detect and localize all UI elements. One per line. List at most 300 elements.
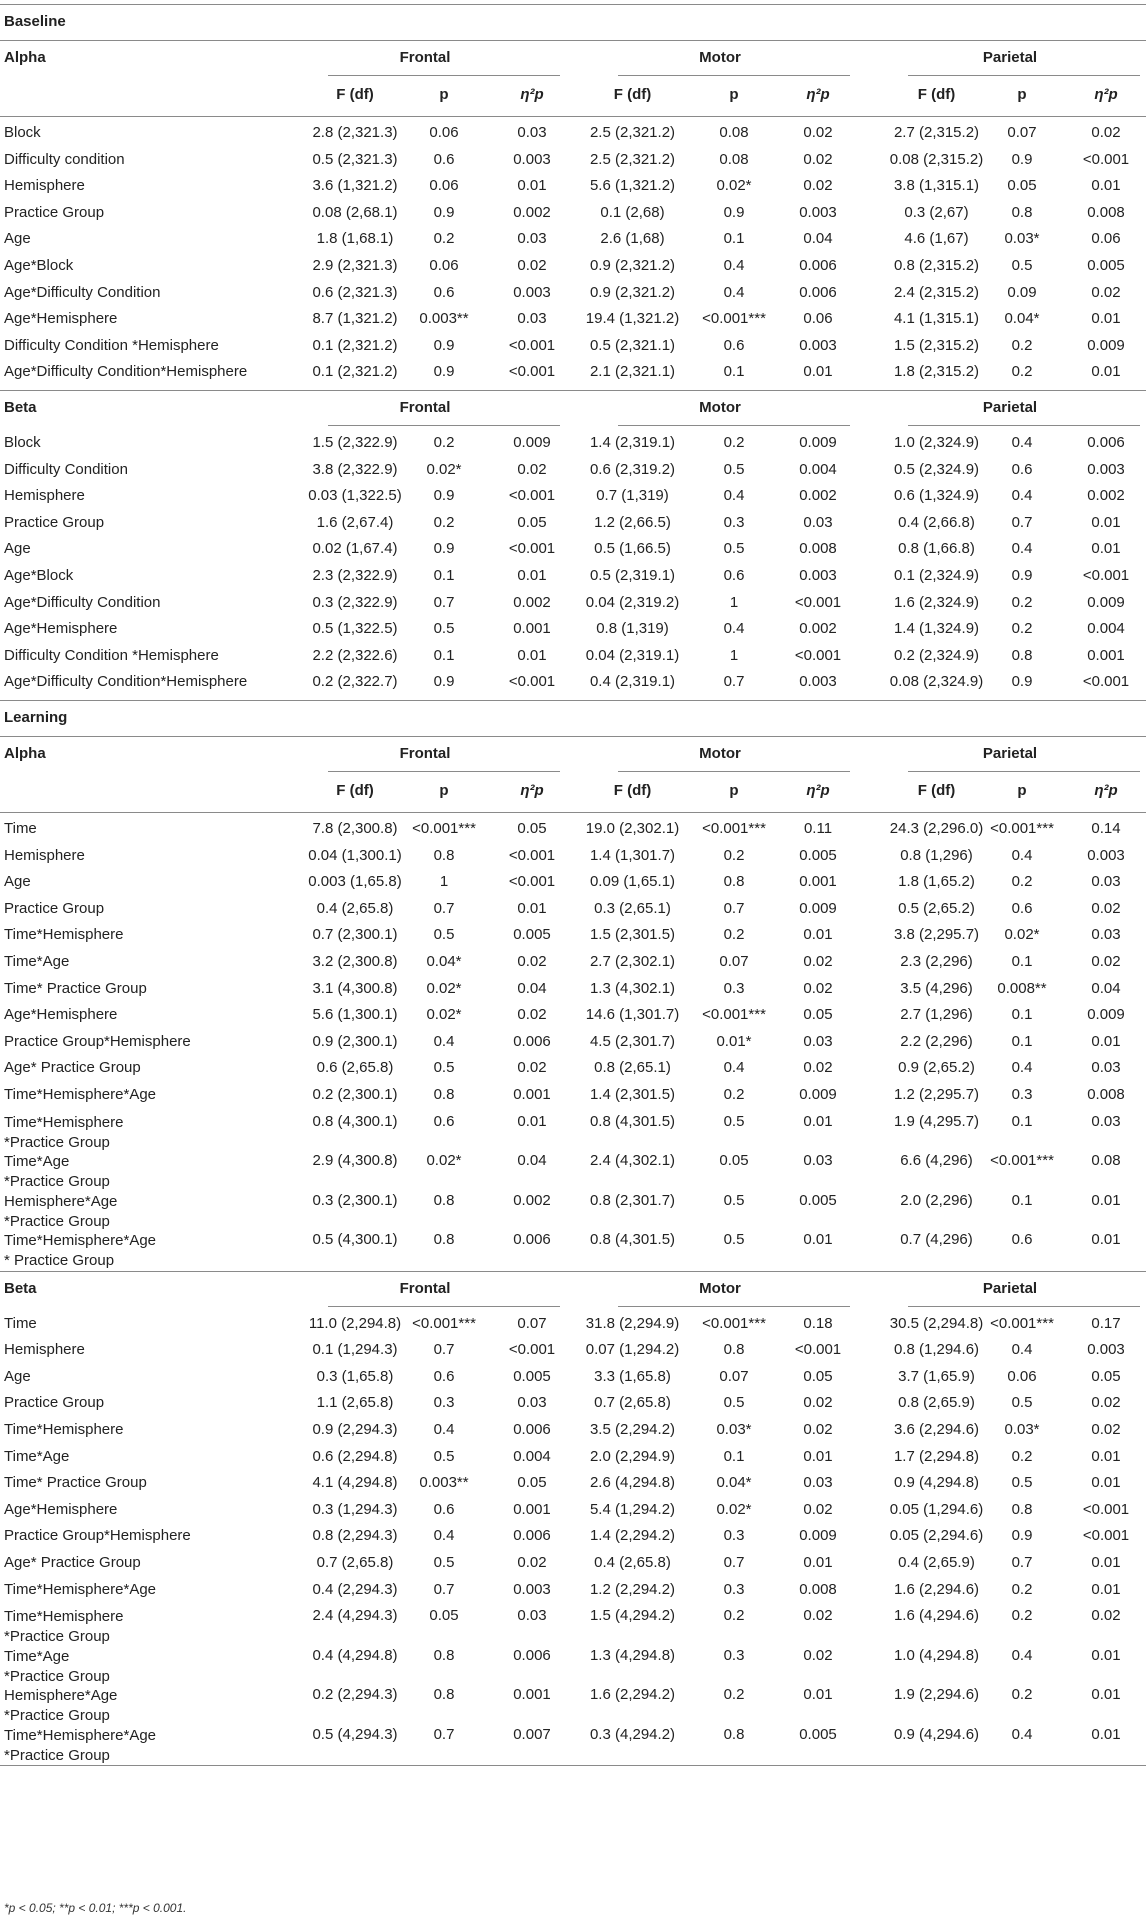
table-row <box>0 1055 1146 1082</box>
table-cell: 0.04 (2,319.1) <box>585 646 680 664</box>
group-header-frontal: Frontal <box>399 49 451 66</box>
row-label-line1: Time* Practice Group <box>4 979 147 997</box>
col-header-fdf: F (df) <box>917 782 956 799</box>
table-cell: 0.02 <box>803 953 833 970</box>
table-cell: 0.6 (2,65.8) <box>316 1059 394 1077</box>
col-header-fdf: F (df) <box>613 782 652 799</box>
table-cell: 0.4 <box>433 1527 455 1545</box>
table-cell: 4.5 (2,301.7) <box>589 1032 676 1050</box>
table-cell: 0.6 <box>723 336 745 354</box>
row-label <box>4 510 104 536</box>
row-label-line1: Practice Group <box>4 203 105 221</box>
group-header-parietal: Parietal <box>982 745 1038 762</box>
table-cell: 0.2 <box>1011 1607 1033 1625</box>
table-cell: 0.03 <box>803 513 833 531</box>
rule-line <box>0 4 1146 5</box>
table-row <box>0 1029 1146 1056</box>
table-cell: 4.1 (4,294.8) <box>312 1474 398 1492</box>
table-cell: 0.02 <box>803 1500 833 1518</box>
table-cell: 0.004 <box>799 460 837 478</box>
table-cell: <0.001 <box>508 336 556 354</box>
table-cell: 0.01 <box>517 899 547 917</box>
table-row <box>0 1337 1146 1364</box>
row-label-line2: *Practice Group <box>4 1746 110 1764</box>
rule-line <box>908 1306 1140 1307</box>
table-cell: 0.4 <box>723 487 745 505</box>
table-cell: 1.8 (1,65.2) <box>898 873 975 891</box>
table-cell: 0.01 <box>1091 1231 1121 1249</box>
table-cell: 0.9 <box>433 487 455 505</box>
table-cell: 0.7 <box>433 1341 455 1359</box>
group-header-parietal: Parietal <box>982 399 1038 416</box>
table-cell: 0.03* <box>716 1421 752 1438</box>
table-cell: 0.5 <box>433 1447 455 1465</box>
table-cell: 0.5 <box>433 1554 455 1571</box>
table-cell: 0.8 <box>723 873 745 891</box>
rule-line <box>0 390 1146 391</box>
table-cell: 0.009 <box>513 434 551 451</box>
table-cell: 0.2 (2,322.7) <box>312 673 398 691</box>
table-cell: 0.05 <box>517 820 547 837</box>
table-cell: 1.4 (2,294.2) <box>589 1527 676 1545</box>
table-cell: 1.6 (2,324.9) <box>893 593 980 611</box>
table-cell: 0.3 (1,294.3) <box>312 1500 398 1518</box>
table-cell: 0.008 <box>1087 203 1125 221</box>
table-cell: 1.8 (1,68.1) <box>316 230 394 248</box>
table-cell: 0.01 <box>803 1554 833 1571</box>
row-label <box>4 536 31 562</box>
table-cell: <0.001 <box>1082 567 1130 584</box>
table-cell: 1.6 (2,294.6) <box>893 1580 980 1598</box>
table-cell: 0.005 <box>799 1191 837 1209</box>
table-row <box>0 253 1146 280</box>
table-cell: 0.01 <box>1091 1474 1121 1492</box>
row-label <box>4 1647 110 1687</box>
row-label <box>4 1523 191 1549</box>
table-cell: 0.8 <box>433 1191 455 1209</box>
table-cell: 0.01 <box>1091 1032 1121 1050</box>
row-label-line1: Age*Hemisphere <box>4 1006 118 1024</box>
table-cell: 0.7 <box>1011 1554 1033 1571</box>
row-label-line1: Difficulty condition <box>4 150 125 168</box>
table-cell: 0.02 <box>1091 1607 1121 1625</box>
table-cell: 0.01* <box>716 1032 752 1050</box>
table-cell: 0.06 <box>1091 230 1121 248</box>
table-row <box>0 1148 1146 1191</box>
table-cell: 2.3 (2,296) <box>900 953 973 970</box>
row-label-line1: Time*Hemisphere*Age <box>4 1232 157 1250</box>
table-cell: 0.7 (2,300.1) <box>312 926 398 944</box>
table-cell: <0.001 <box>1082 673 1130 691</box>
table-cell: 0.07 <box>719 1367 749 1385</box>
table-row <box>0 643 1146 670</box>
table-cell: 0.4 (2,65.9) <box>898 1554 975 1571</box>
table-cell: 2.3 (2,322.9) <box>312 567 398 584</box>
table-cell: 0.003 <box>799 336 837 354</box>
table-cell: 0.003 <box>1087 846 1125 864</box>
table-cell: 0.6 <box>433 1367 455 1385</box>
table-cell: 0.002 <box>799 487 837 505</box>
table-cell: 0.5 <box>433 926 455 944</box>
rule-line <box>328 75 560 76</box>
row-label-line2: *Practice Group <box>4 1133 110 1151</box>
table-cell: 0.9 (2,300.1) <box>312 1032 398 1050</box>
table-cell: 0.2 <box>433 230 455 248</box>
table-cell: 0.03 <box>1091 1112 1121 1130</box>
group-header-frontal: Frontal <box>399 1279 451 1297</box>
table-cell: 0.01 <box>1091 1554 1121 1571</box>
row-label-line1: Age*Difficulty Condition <box>4 283 161 301</box>
table-cell: 0.5 (2,65.2) <box>898 899 975 917</box>
table-cell: 0.3 <box>723 1580 745 1598</box>
table-cell: 0.03 <box>1091 873 1121 891</box>
row-label <box>4 869 31 895</box>
table-row <box>0 922 1146 949</box>
rule-line <box>0 700 1146 701</box>
table-cell: 0.03 <box>517 230 547 248</box>
table-cell: 0.008 <box>1087 1086 1125 1103</box>
table-cell: <0.001*** <box>990 1314 1054 1332</box>
table-cell: 0.01 <box>803 1686 833 1704</box>
col-header-eta: η²p <box>1094 782 1118 799</box>
table-cell: 2.8 (2,321.3) <box>312 124 398 141</box>
group-header-parietal: Parietal <box>982 1279 1038 1297</box>
table-cell: 0.02 <box>517 953 547 970</box>
band-label: Alpha <box>4 49 46 66</box>
row-label-line1: Difficulty Condition <box>4 460 128 478</box>
table-cell: 0.5 (4,300.1) <box>312 1231 398 1249</box>
row-label <box>4 976 147 1002</box>
section-title: Learning <box>4 709 68 726</box>
table-cell: 0.003** <box>419 310 469 328</box>
row-label <box>4 430 41 456</box>
table-cell: 0.02* <box>1004 926 1040 944</box>
table-cell: 0.08 <box>1091 1152 1121 1170</box>
table-cell: 0.006 <box>513 1527 551 1545</box>
table-cell: 7.8 (2,300.8) <box>312 820 398 837</box>
table-cell: 0.9 <box>1011 567 1033 584</box>
table-cell: 0.8 (2,65.9) <box>898 1394 975 1412</box>
table-cell: 0.8 <box>433 846 455 864</box>
row-label <box>4 147 125 173</box>
table-cell: 0.02 <box>803 124 833 141</box>
row-label <box>4 563 73 589</box>
table-cell: 2.9 (2,321.3) <box>312 257 398 274</box>
table-row <box>0 457 1146 484</box>
table-cell: 0.4 (2,65.8) <box>594 1554 671 1571</box>
table-cell: 0.5 (2,324.9) <box>893 460 980 478</box>
row-label <box>4 1726 156 1766</box>
group-header-frontal: Frontal <box>399 399 451 416</box>
table-row <box>0 306 1146 333</box>
table-cell: 1.1 (2,65.8) <box>316 1394 394 1412</box>
table-row <box>0 1497 1146 1524</box>
row-label-line1: Practice Group <box>4 1394 105 1412</box>
table-row <box>0 816 1146 843</box>
table-cell: 2.7 (2,302.1) <box>589 953 676 970</box>
table-cell: 0.08 (2,68.1) <box>312 203 398 221</box>
table-cell: 0.01 <box>1091 1646 1121 1664</box>
table-cell: 0.05 <box>429 1607 459 1625</box>
table-row <box>0 359 1146 386</box>
table-cell: 1.4 (1,301.7) <box>589 846 676 864</box>
table-cell: 0.02* <box>716 177 752 195</box>
table-row <box>0 1603 1146 1646</box>
table-cell: 0.7 <box>723 899 745 917</box>
table-cell: 3.8 (1,315.1) <box>893 177 980 195</box>
table-row <box>0 483 1146 510</box>
table-cell: 0.4 (2,294.3) <box>312 1580 398 1598</box>
table-cell: 3.5 (2,294.2) <box>589 1421 676 1438</box>
row-label-line1: Time <box>4 1314 37 1332</box>
table-cell: 0.2 <box>1011 873 1033 891</box>
table-row <box>0 1444 1146 1471</box>
table-cell: 2.6 (4,294.8) <box>589 1474 676 1492</box>
row-label-line1: Age* Practice Group <box>4 1554 141 1571</box>
table-cell: 0.4 (2,66.8) <box>898 513 975 531</box>
table-cell: 1 <box>729 646 739 664</box>
table-cell: 0.04 (1,300.1) <box>308 846 402 864</box>
table-cell: 8.7 (1,321.2) <box>312 310 398 328</box>
col-header-fdf: F (df) <box>336 86 374 103</box>
table-cell: 0.6 <box>433 1500 455 1518</box>
table-cell: 0.01 <box>1091 363 1121 381</box>
table-cell: 0.8 (4,301.5) <box>589 1112 676 1130</box>
table-row <box>0 333 1146 360</box>
col-header-eta: η²p <box>520 782 544 799</box>
table-row <box>0 1311 1146 1338</box>
table-cell: 0.04* <box>716 1474 752 1492</box>
row-label <box>4 1192 117 1232</box>
table-cell: 0.8 <box>1011 646 1033 664</box>
table-cell: 0.4 <box>1011 540 1033 558</box>
row-label-line1: Age*Difficulty Condition <box>4 593 161 611</box>
table-cell: 0.7 <box>723 673 745 691</box>
table-cell: <0.001 <box>508 673 556 691</box>
table-cell: 31.8 (2,294.9) <box>585 1314 680 1332</box>
table-cell: 0.8 (1,319) <box>596 620 669 638</box>
row-label-line1: Age*Block <box>4 567 74 584</box>
table-row <box>0 147 1146 174</box>
table-cell: 2.9 (4,300.8) <box>312 1152 398 1170</box>
row-label-line1: Time*Age <box>4 1647 70 1665</box>
table-cell: 0.01 <box>517 567 547 584</box>
table-cell: 0.8 (1,294.6) <box>893 1341 980 1359</box>
table-cell: 0.01 <box>517 646 547 664</box>
table-cell: 0.2 <box>1011 1447 1033 1465</box>
table-cell: <0.001*** <box>702 1006 766 1024</box>
row-label-line1: Practice Group <box>4 899 105 917</box>
table-cell: 1 <box>729 593 739 611</box>
table-cell: 0.9 <box>723 203 745 221</box>
table-cell: 0.006 <box>513 1421 551 1438</box>
table-cell: 0.3 (2,65.1) <box>594 899 671 917</box>
col-header-eta: η²p <box>1094 86 1118 103</box>
table-cell: 0.02* <box>426 1006 462 1024</box>
table-cell: 2.4 (4,302.1) <box>589 1152 676 1170</box>
table-cell: <0.001 <box>508 846 556 864</box>
col-header-p: p <box>1017 86 1027 103</box>
row-label-line1: Hemisphere <box>4 487 85 505</box>
table-cell: 0.4 <box>723 257 745 274</box>
group-header-motor: Motor <box>699 49 741 66</box>
row-label <box>4 1444 69 1470</box>
table-cell: 1.0 (2,324.9) <box>893 434 980 451</box>
table-cell: 1.4 (2,301.5) <box>589 1086 676 1103</box>
table-cell: 1.5 (4,294.2) <box>589 1607 676 1625</box>
table-cell: 0.02 <box>803 1394 833 1412</box>
table-cell: 0.02 <box>517 1059 547 1077</box>
row-label-line2: *Practice Group <box>4 1628 110 1646</box>
row-label <box>4 949 69 975</box>
table-cell: 0.3 <box>723 979 745 997</box>
table-cell: 0.02* <box>716 1500 752 1518</box>
table-cell: 0.001 <box>513 1500 551 1518</box>
table-cell: 5.4 (1,294.2) <box>589 1500 676 1518</box>
table-cell: 0.2 <box>723 926 745 944</box>
table-cell: 0.003 <box>1087 460 1125 478</box>
table-cell: 0.6 <box>1011 899 1033 917</box>
table-cell: 0.05 <box>803 1367 833 1385</box>
table-row <box>0 949 1146 976</box>
row-label-line1: Time*Age <box>4 1153 70 1171</box>
row-label <box>4 1550 141 1576</box>
table-cell: 0.4 (2,319.1) <box>589 673 676 691</box>
table-cell: 0.03 <box>1091 1059 1121 1077</box>
table-cell: 0.003 <box>513 1580 551 1598</box>
row-label <box>4 616 117 642</box>
table-cell: 0.02 <box>1091 124 1121 141</box>
table-cell: 0.03 <box>803 1474 833 1492</box>
rule-line <box>618 771 850 772</box>
table-cell: 0.002 <box>513 1191 551 1209</box>
table-cell: 0.2 <box>1011 336 1033 354</box>
table-cell: 0.001 <box>799 873 837 891</box>
table-cell: 0.01 <box>517 177 547 195</box>
rule-line <box>908 771 1140 772</box>
table-cell: 19.4 (1,321.2) <box>585 310 680 328</box>
row-label-line1: Hemisphere <box>4 177 85 195</box>
table-cell: 1.2 (2,295.7) <box>893 1086 980 1103</box>
row-label <box>4 483 85 509</box>
table-row <box>0 1390 1146 1417</box>
table-cell: 0.05 <box>803 1006 833 1024</box>
table-cell: 0.005 <box>799 1725 837 1743</box>
row-label <box>4 306 117 332</box>
group-header-motor: Motor <box>699 1279 741 1297</box>
table-cell: 0.02 <box>1091 899 1121 917</box>
table-cell: 0.03 <box>517 1394 547 1412</box>
table-cell: 0.05 (1,294.6) <box>889 1500 984 1518</box>
table-cell: 0.6 <box>1011 1231 1033 1249</box>
table-cell: 0.01 <box>1091 1686 1121 1704</box>
table-cell: 0.005 <box>799 846 837 864</box>
table-cell: 0.004 <box>1087 620 1125 638</box>
table-cell: <0.001*** <box>412 1314 476 1332</box>
table-cell: 3.7 (1,65.9) <box>898 1367 975 1385</box>
row-label-line1: Difficulty Condition *Hemisphere <box>4 646 219 664</box>
row-label-line1: Age*Difficulty Condition*Hemisphere <box>4 363 248 381</box>
table-cell: 0.005 <box>513 1367 551 1385</box>
table-row <box>0 1188 1146 1228</box>
table-cell: 0.6 (2,321.3) <box>312 283 398 301</box>
table-cell: 1.5 (2,315.2) <box>893 336 980 354</box>
table-row <box>0 1722 1146 1762</box>
table-cell: 0.4 <box>1011 1341 1033 1359</box>
row-label-line1: Age*Hemisphere <box>4 310 118 328</box>
table-cell: 0.2 <box>723 1607 745 1625</box>
table-row <box>0 226 1146 253</box>
table-cell: 0.5 <box>723 1231 745 1249</box>
table-cell: <0.001*** <box>702 820 766 837</box>
table-cell: 1.6 (4,294.6) <box>893 1607 980 1625</box>
group-header-motor: Motor <box>699 399 741 416</box>
table-cell: 0.6 <box>433 283 455 301</box>
table-row <box>0 869 1146 896</box>
table-cell: 0.003 <box>799 673 837 691</box>
table-cell: 0.9 <box>1011 150 1033 168</box>
table-cell: 0.1 <box>433 646 455 664</box>
row-label-line1: Hemisphere*Age <box>4 1192 118 1210</box>
band-label: Beta <box>4 399 37 416</box>
table-cell: 4.1 (1,315.1) <box>893 310 980 328</box>
table-cell: 0.3 <box>723 513 745 531</box>
table-cell: 6.6 (4,296) <box>900 1152 973 1170</box>
table-cell: 0.6 <box>433 1112 455 1130</box>
table-cell: 0.03* <box>1004 230 1040 248</box>
row-label <box>4 173 85 199</box>
table-row <box>0 1417 1146 1444</box>
table-cell: 0.7 (2,65.8) <box>594 1394 671 1412</box>
table-cell: <0.001 <box>508 1341 556 1359</box>
table-cell: 0.001 <box>1087 646 1125 664</box>
table-row <box>0 976 1146 1003</box>
table-cell: 1.6 (2,294.2) <box>589 1686 676 1704</box>
row-label-line1: Time*Hemisphere*Age <box>4 1580 157 1598</box>
table-cell: 0.02 <box>1091 1421 1121 1438</box>
table-cell: 2.4 (4,294.3) <box>312 1607 398 1625</box>
table-cell: 0.1 <box>723 1447 745 1465</box>
table-cell: 0.003 <box>799 567 837 584</box>
table-cell: 0.5 <box>723 540 745 558</box>
section-title-row <box>0 9 1146 35</box>
table-cell: 0.4 <box>723 1059 745 1077</box>
table-row <box>0 1109 1146 1149</box>
table-cell: 0.07 <box>1007 124 1037 141</box>
table-cell: 0.02 <box>1091 1394 1121 1412</box>
table-cell: 2.7 (1,296) <box>900 1006 973 1024</box>
group-header-parietal: Parietal <box>982 49 1038 66</box>
row-label-line1: Difficulty Condition *Hemisphere <box>4 336 219 354</box>
row-label <box>4 457 128 483</box>
row-label <box>4 1231 156 1271</box>
table-cell: 0.01 <box>1091 177 1121 195</box>
table-cell: 3.5 (4,296) <box>900 979 973 997</box>
table-cell: 2.5 (2,321.2) <box>589 124 676 141</box>
table-row <box>0 173 1146 200</box>
table-cell: 0.08 (2,324.9) <box>889 673 984 691</box>
band-header-row <box>0 741 1146 767</box>
table-cell: 0.4 <box>723 283 745 301</box>
row-label-line1: Age*Block <box>4 257 74 274</box>
table-cell: 0.002 <box>513 203 551 221</box>
table-cell: 0.04 <box>517 1152 547 1170</box>
table-cell: 1.2 (2,66.5) <box>594 513 671 531</box>
table-cell: 0.4 <box>1011 1646 1033 1664</box>
table-row <box>0 896 1146 923</box>
table-cell: 0.04 (2,319.2) <box>585 593 680 611</box>
table-cell: 0.4 <box>1011 846 1033 864</box>
